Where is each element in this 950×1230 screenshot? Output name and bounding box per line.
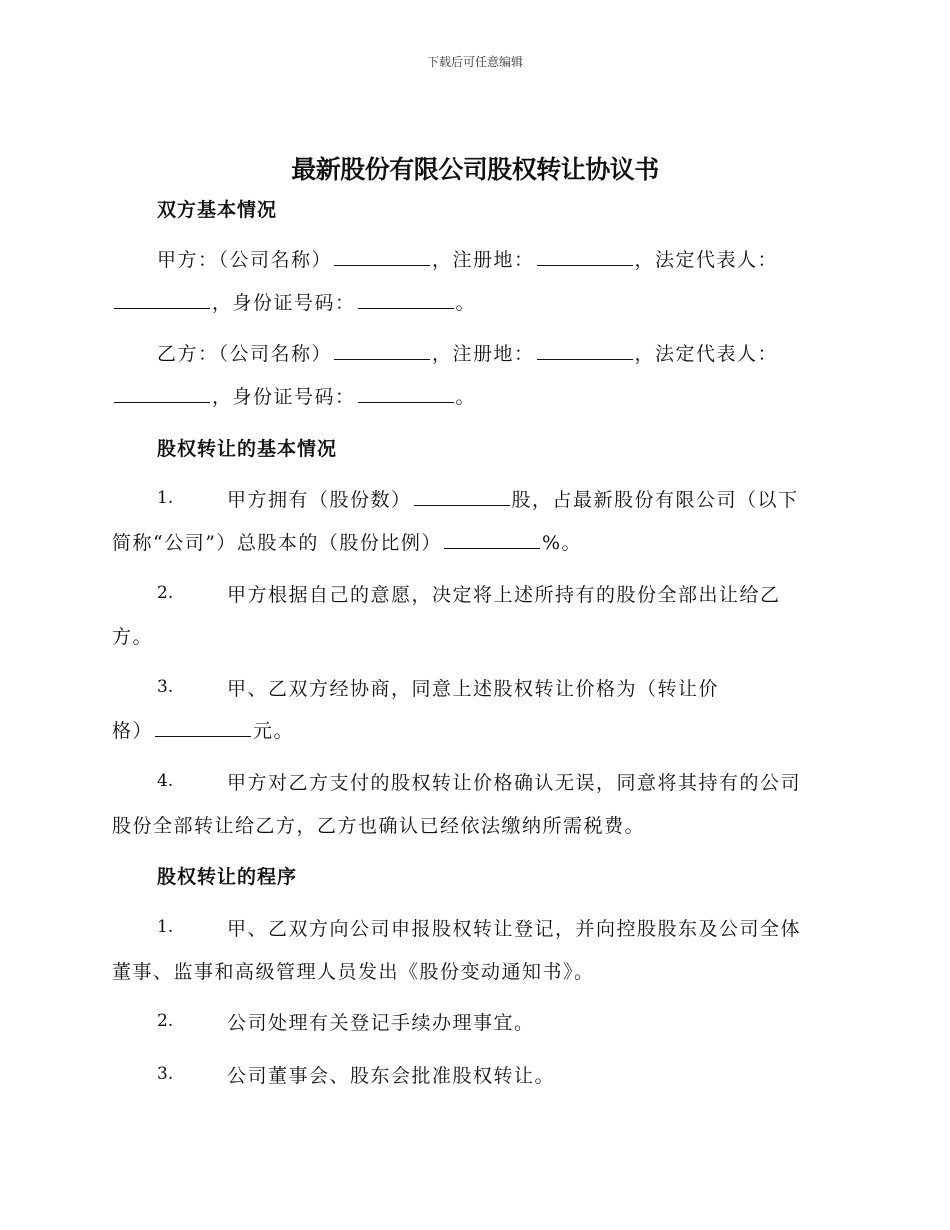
item-text: %。 [541, 532, 582, 554]
item-text: 甲方对乙方支付的股权转让价格确认无误，同意将其持有的公司 [227, 772, 802, 794]
party-b-line-2 [112, 382, 476, 409]
item-number: 2. [157, 583, 174, 603]
item-number: 1. [157, 488, 174, 508]
party-b-legal-rep-label: ，法定代表人： [634, 343, 779, 365]
item-text: 甲方拥有（股份数） [227, 489, 412, 511]
item-text: 公司董事会、股东会批准股权转让。 [227, 1065, 556, 1087]
item-line [112, 528, 582, 555]
item-number: 4. [157, 771, 174, 791]
party-a-line-2 [112, 288, 476, 315]
party-a-id-label: ，身份证号码： [212, 292, 356, 314]
item-text: 甲方根据自己的意愿，决定将上述所持有的股份全部出让给乙 [227, 584, 781, 606]
item-number: 2. [157, 1011, 174, 1031]
item-line [227, 485, 799, 512]
item-text: 简称“公司”）总股本的（股份比例） [112, 532, 442, 554]
blank-field [537, 264, 633, 266]
section-heading-procedure: 股权转让的程序 [157, 866, 298, 888]
party-b-line-1 [157, 339, 778, 366]
blank-field [334, 358, 430, 360]
item-text: 股，占最新股份有限公司（以下 [511, 489, 799, 511]
party-a-line-1 [157, 245, 778, 272]
party-b-end: 。 [455, 386, 477, 408]
blank-field [114, 401, 210, 403]
item-text: 甲、乙双方经协商，同意上述股权转让价格为（转让价 [227, 678, 720, 700]
item-text: 格） [112, 720, 154, 742]
blank-field [537, 358, 633, 360]
party-a-reg-label: ，注册地： [432, 249, 535, 271]
item-text: 董事、监事和高级管理人员发出《股份变动通知书》。 [112, 961, 595, 983]
party-b-id-label: ，身份证号码： [212, 386, 356, 408]
blank-field [444, 547, 540, 549]
item-text: 甲、乙双方向公司申报股权转让登记，并向控股股东及公司全体 [227, 918, 802, 940]
party-a-legal-rep-label: ，法定代表人： [634, 249, 779, 271]
item-number: 1. [157, 917, 174, 937]
blank-field [414, 504, 510, 506]
item-line [112, 716, 294, 743]
document-title: 最新股份有限公司股权转让协议书 [291, 155, 659, 184]
item-text: 股份全部转让给乙方，乙方也确认已经依法缴纳所需税费。 [112, 815, 646, 837]
blank-field [358, 307, 454, 309]
party-a-label: 甲方：（公司名称） [157, 249, 333, 271]
header-note: 下载后可任意编辑 [426, 55, 523, 69]
party-a-end: 。 [455, 292, 477, 314]
item-number: 3. [157, 1064, 174, 1084]
blank-field [358, 401, 454, 403]
blank-field [114, 307, 210, 309]
blank-field [155, 735, 251, 737]
item-text: 方。 [112, 626, 154, 648]
party-b-label: 乙方：（公司名称） [157, 343, 333, 365]
section-heading-parties: 双方基本情况 [157, 199, 278, 221]
item-text: 公司处理有关登记手续办理事宜。 [227, 1012, 535, 1034]
blank-field [334, 264, 430, 266]
item-number: 3. [157, 677, 174, 697]
section-heading-transfer-basics: 股权转让的基本情况 [157, 438, 338, 460]
party-b-reg-label: ，注册地： [432, 343, 535, 365]
item-text: 元。 [253, 720, 295, 742]
